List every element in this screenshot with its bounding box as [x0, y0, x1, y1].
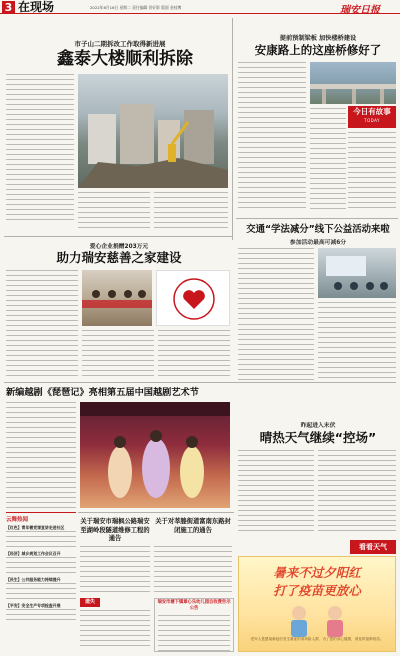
sidebar-item-body — [6, 557, 76, 577]
notice3-box — [154, 598, 234, 652]
article5-body-col1 — [6, 402, 76, 512]
sidebar-item[interactable]: 【经济】城乡规划工作会议召开 — [6, 551, 61, 556]
bridge-photo — [310, 62, 396, 104]
notice2-body — [154, 546, 232, 594]
newspaper-logo: 瑞安日报 — [340, 5, 380, 16]
article4-sub: 参加活动最高可减6分 — [289, 240, 347, 246]
notice1-body — [80, 546, 150, 594]
notice3-title: 瑞安市塘下镇章心乐幼儿园自收费告示公告 — [157, 600, 231, 611]
divider — [4, 236, 232, 237]
donation-ceremony-photo — [82, 270, 152, 326]
article4-title: 交通“学法减分”线下公益活动来啦 — [246, 224, 390, 235]
header-meta: 2022年6月16日 星期二 责任编辑 晋好影 版面 金桂博 — [90, 5, 182, 10]
article2-body-col2 — [310, 108, 346, 212]
article6-body-col2 — [318, 450, 396, 534]
article4-body-col1 — [238, 248, 314, 320]
sidebar-item-body — [6, 609, 76, 623]
article2-kicker: 提前预制梁板 加快楼桥建设 — [279, 35, 357, 42]
divider — [78, 512, 234, 513]
today-story-badge — [348, 106, 396, 128]
lost-notice-label: 遗失 — [80, 598, 100, 607]
banner-line1: 暑来不过夕阳红 — [273, 565, 361, 580]
weather-label: 看看天气 — [350, 540, 396, 554]
divider — [236, 218, 398, 219]
article5-title: 新编越剧《琵琶记》亮相第五届中国越剧艺术节 — [6, 387, 199, 398]
today-story-sub: TODAY — [364, 118, 380, 123]
divider — [232, 18, 233, 240]
article1-kicker: 市子山二期拆改工作取得新进展 — [74, 40, 166, 48]
article1-body-col1 — [6, 74, 74, 224]
notice1-title: 关于瑞安市瑞枫公路瑞安至湖岭段隧道维修工程的通告 — [80, 518, 150, 542]
article6-body-col1 — [238, 450, 314, 534]
sidebar-item-body — [6, 583, 76, 603]
article1-body-col3 — [154, 192, 228, 232]
vaccine-banner — [238, 556, 396, 652]
article3-body-col1 — [6, 270, 78, 378]
meeting-illustration — [82, 270, 152, 326]
sidebar-item[interactable]: 【平安】安全生产专项检查开展 — [6, 603, 61, 608]
yueju-opera-photo — [80, 402, 230, 508]
charity-emblem — [156, 270, 230, 326]
sidebar-item[interactable]: 【民生】公共服务能力持续提升 — [6, 577, 61, 582]
building-rubble-illustration — [78, 74, 228, 188]
article1-title: 鑫泰大楼顺利拆除 — [57, 49, 193, 69]
today-story-title: 今日有故事 — [353, 107, 391, 116]
demolition-photo — [78, 74, 228, 188]
sidebar-heading: 云舞热闻 — [6, 517, 29, 523]
sidebar-item-body — [6, 531, 76, 551]
page-header — [0, 0, 400, 14]
article2-body-col3 — [348, 132, 396, 212]
article1-body-col2 — [78, 192, 150, 232]
notice3-body — [158, 615, 230, 653]
bridge-illustration — [310, 62, 396, 104]
sidebar — [6, 512, 76, 652]
article3-body-col3 — [158, 330, 230, 378]
section-title: 在现场 — [18, 0, 55, 14]
article2-title: 安康路上的这座桥修好了 — [254, 43, 382, 57]
elderly-couple-illustration — [239, 599, 397, 637]
article2-body-col1 — [238, 62, 306, 212]
lost-notice-body — [80, 610, 150, 650]
article4-body-col2 — [318, 302, 396, 380]
article4-body-col3 — [238, 324, 314, 380]
article6-kicker: 昨起进入末伏 — [300, 423, 336, 429]
divider — [4, 382, 396, 383]
banner-caption: 老年人是感染新冠后发生重症的高风险人群，为了您的身心健康，请及时接种疫苗。 — [250, 637, 384, 641]
article3-kicker: 爱心企业捐赠203万元 — [89, 244, 149, 250]
stage-performers-illustration — [80, 402, 230, 508]
banner-line2: 打了疫苗更放心 — [273, 583, 361, 598]
sidebar-item[interactable]: 【红色】青年微党课宣讲走进社区 — [6, 525, 65, 530]
classroom-illustration — [318, 248, 396, 298]
article3-body-col2 — [82, 330, 154, 378]
article6-title: 晴热天气继续“控场” — [259, 430, 377, 445]
page-number-badge: 3 — [2, 1, 15, 14]
heart-logo-icon — [157, 271, 230, 326]
notice2-title: 关于对莘塍街道富南东路封闭施工的通告 — [155, 518, 231, 534]
article3-title: 助力瑞安慈善之家建设 — [56, 250, 182, 265]
traffic-class-photo — [318, 248, 396, 298]
